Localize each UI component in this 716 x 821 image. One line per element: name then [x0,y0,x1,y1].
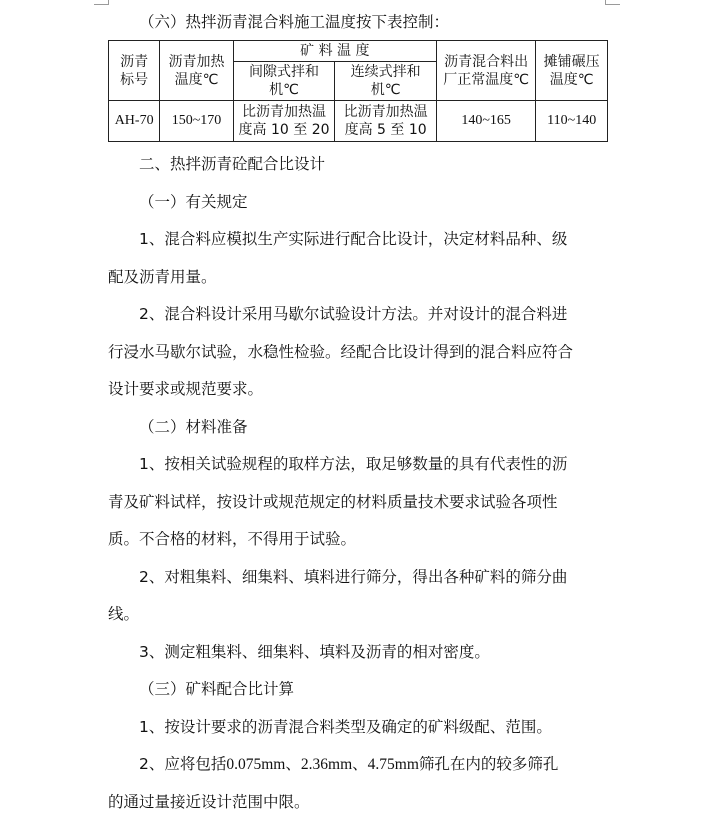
margin-corner-right [605,0,620,5]
paragraph-3-line-1: 1、按相关试验规程的取样方法，取足够数量的具有代表性的沥 [108,446,608,484]
header-mix-out: 沥青混合料出 厂正常温度℃ [436,41,535,101]
paragraph-2-line-2: 行浸水马歇尔试验，水稳性检验。经配合比设计得到的混合料应符合 [108,334,608,372]
paragraph-6: 1、按设计要求的沥青混合料类型及确定的矿料级配、范围。 [108,709,608,747]
margin-corner-left [94,0,109,5]
table-header-row [109,41,608,62]
temperature-table [108,40,608,142]
header-intermittent: 间隙式拌和 机℃ [233,62,335,101]
paragraph-1-line-2: 配及沥青用量。 [108,259,608,297]
paragraph-5: 3、测定粗集料、细集料、填料及沥青的相对密度。 [108,634,608,672]
cell-mix-out: 140~165 [436,101,535,142]
paragraph-2-line-3: 设计要求或规范要求。 [108,371,608,409]
header-paving: 摊铺碾压 温度℃ [536,41,608,101]
cell-grade: AH-70 [109,101,160,142]
cell-continuous: 比沥青加热温 度高 5 至 10 [335,101,437,142]
document-page [108,8,608,821]
cell-paving: 110~140 [536,101,608,142]
paragraph-7-line-1: 2、应将包括0.075mm、2.36mm、4.75mm筛孔在内的较多筛孔 [108,746,608,784]
subsection-2-title: （二）材料准备 [108,409,608,447]
table-heading: （六）热拌沥青混合料施工温度按下表控制： [108,8,608,36]
header-asphalt-heat: 沥青加热 温度℃ [160,41,233,101]
paragraph-1-line-1: 1、混合料应模拟生产实际进行配合比设计，决定材料品种、级 [108,221,608,259]
paragraph-3-line-3: 质。不合格的材料，不得用于试验。 [108,521,608,559]
paragraph-3-line-2: 青及矿料试样，按设计或规范规定的材料质量技术要求试验各项性 [108,484,608,522]
section-2-title: 二、热拌沥青砼配合比设计 [108,146,608,184]
header-mineral-temp: 矿 料 温 度 [233,41,436,62]
paragraph-4-line-1: 2、对粗集料、细集料、填料进行筛分，得出各种矿料的筛分曲 [108,559,608,597]
subsection-3-title: （三）矿料配合比计算 [108,671,608,709]
subsection-1-title: （一）有关规定 [108,184,608,222]
paragraph-2-line-1: 2、混合料设计采用马歇尔试验设计方法。并对设计的混合料进 [108,296,608,334]
cell-asphalt-heat: 150~170 [160,101,233,142]
paragraph-7-line-2: 的通过量接近设计范围中限。 [108,784,608,821]
table-row [109,101,608,142]
cell-intermittent: 比沥青加热温 度高 10 至 20 [233,101,335,142]
paragraph-4-line-2: 线。 [108,596,608,634]
header-continuous: 连续式拌和 机℃ [335,62,437,101]
header-grade: 沥青 标号 [109,41,160,101]
